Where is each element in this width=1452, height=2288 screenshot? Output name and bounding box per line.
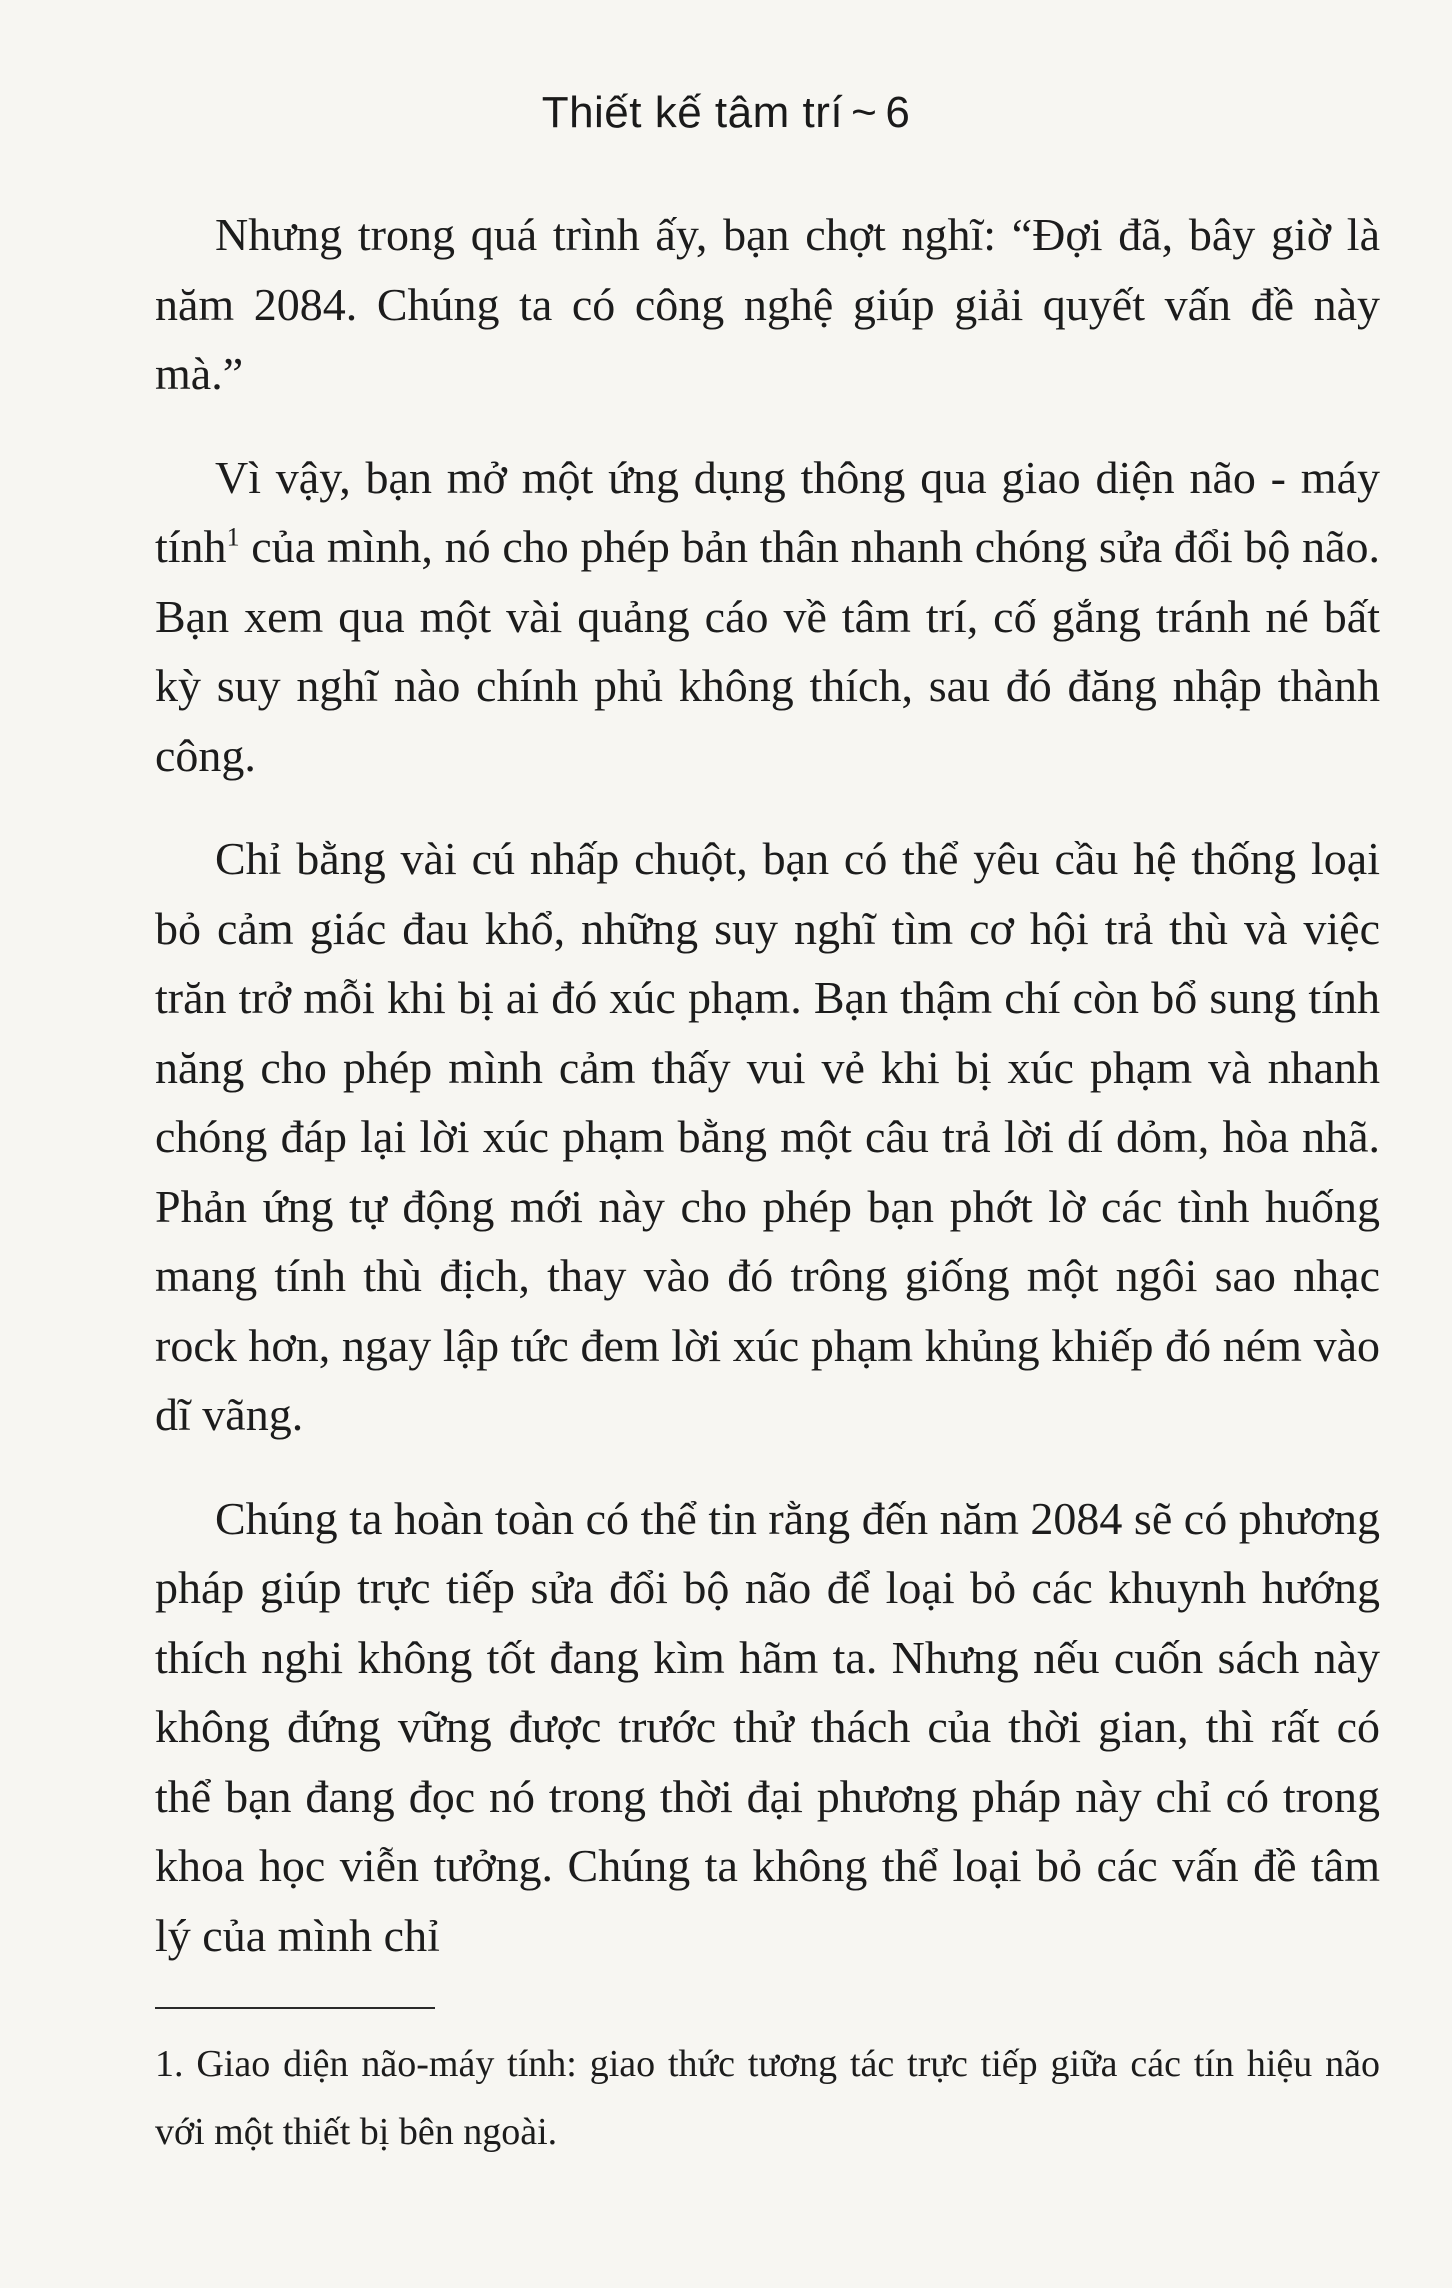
footnote (155, 2030, 1380, 2166)
footnote-divider (155, 2007, 435, 2009)
paragraph: Chỉ bằng vài cú nhấp chuột, bạn có thể yêu cầu hệ thống loại bỏ cảm giác đau khổ, những suy nghĩ tìm cơ hội trả thù và việc trăn trở mỗi khi bị ai đó xúc phạm. Bạn thậm chí còn bổ sung tính năng cho phép mình cảm thấy vui vẻ khi bị xúc phạm và nhanh chóng đáp lại lời xúc phạm bằng một câu trả lời dí dỏm, hòa nhã. Phản ứng tự động mới này cho phép bạn phớt lờ các tình huống mang tính thù địch, thay vào đó trông giống một ngôi sao nhạc rock hơn, ngay lập tức đem lời xúc phạm khủng khiếp đó ném vào dĩ vãng. (155, 833, 1380, 1440)
footnote-marker: 1 (226, 522, 240, 552)
paragraph: Chúng ta hoàn toàn có thể tin rằng đến năm 2084 sẽ có phương pháp giúp trực tiếp sửa đổi bộ não để loại bỏ các khuynh hướng thích nghi không tốt đang kìm hãm ta. Nhưng nếu cuốn sách này không đứng vững được trước thử thách của thời gian, thì rất có thể bạn đang đọc nó trong thời đại phương pháp này chỉ có trong khoa học viễn tưởng. Chúng ta không thể loại bỏ các vấn đề tâm lý của mình chỉ (155, 1492, 1380, 1961)
footnote-text: 1. Giao diện não-máy tính: giao thức tương tác trực tiếp giữa các tín hiệu não với một thiết bị bên ngoài. (155, 2043, 1380, 2153)
paragraph: Nhưng trong quá trình ấy, bạn chợt nghĩ: “Đợi đã, bây giờ là năm 2084. Chúng ta có công nghệ giúp giải quyết vấn đề này mà.” (155, 209, 1380, 399)
paragraph (155, 443, 1380, 791)
page-number: 6 (885, 88, 911, 137)
book-title: Thiết kế tâm trí (541, 88, 844, 137)
running-header (0, 88, 1452, 138)
body-text (155, 200, 1380, 1970)
header-separator: ~ (851, 88, 878, 137)
paragraph-text: Vì vậy, bạn mở một ứng dụng thông qua giao diện não - máy tính (155, 451, 1380, 572)
paragraph-text: của mình, nó cho phép bản thân nhanh chóng sửa đổi bộ não. Bạn xem qua một vài quảng cáo về tâm trí, cố gắng tránh né bất kỳ suy nghĩ nào chính phủ không thích, sau đó đăng nhập thành công. (155, 521, 1380, 781)
